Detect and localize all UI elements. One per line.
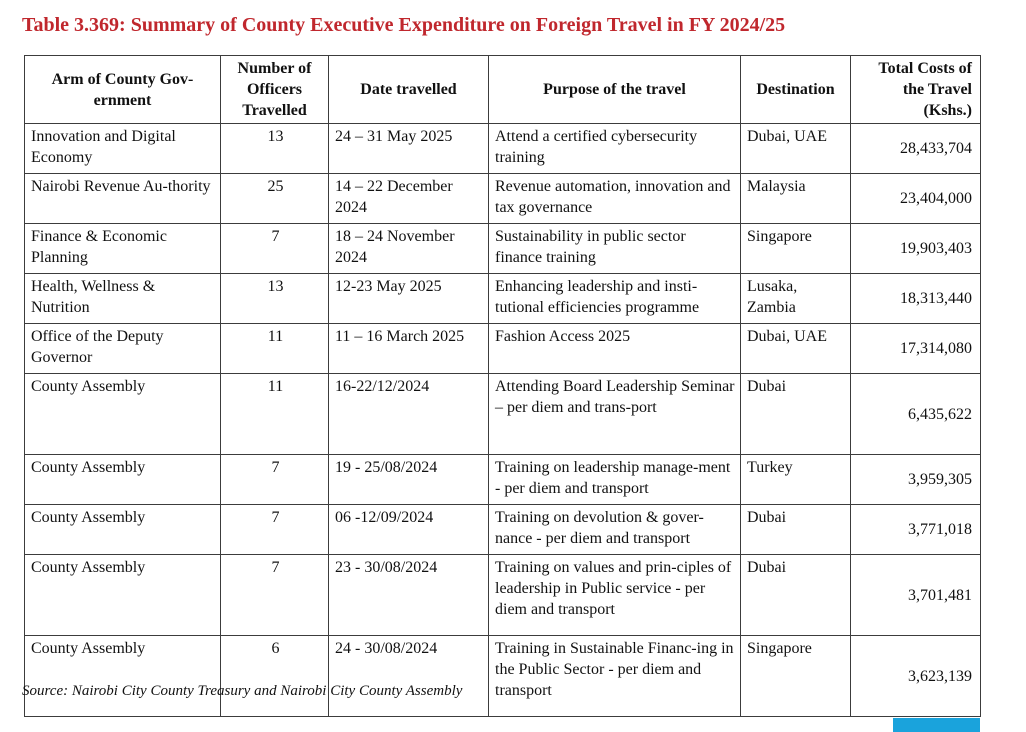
cell-officers: 13 [221, 124, 329, 174]
cell-purpose: Revenue automation, innovation and tax governance [489, 174, 741, 224]
cell-arm: County Assembly [25, 455, 221, 505]
cell-arm: County Assembly [25, 505, 221, 555]
cell-destination: Singapore [741, 224, 851, 274]
page-tab-decoration [893, 718, 980, 732]
cell-officers: 7 [221, 455, 329, 505]
cell-arm: Innovation and Digital Economy [25, 124, 221, 174]
cell-date: 06 -12/09/2024 [329, 505, 489, 555]
table-row [25, 636, 981, 717]
cell-cost: 3,959,305 [851, 455, 981, 505]
header-date: Date travelled [329, 56, 489, 124]
cell-date: 18 – 24 November 2024 [329, 224, 489, 274]
cell-date: 24 – 31 May 2025 [329, 124, 489, 174]
cell-purpose: Attending Board Leadership Seminar – per diem and trans-port [489, 374, 741, 455]
table-row [25, 505, 981, 555]
table-row [25, 374, 981, 455]
table-header-row [25, 56, 981, 124]
cell-destination: Dubai [741, 374, 851, 455]
cell-destination: Turkey [741, 455, 851, 505]
cell-date: 11 – 16 March 2025 [329, 324, 489, 374]
cell-purpose: Training on leadership manage-ment - per diem and transport [489, 455, 741, 505]
cell-date: 14 – 22 December 2024 [329, 174, 489, 224]
header-destination: Destination [741, 56, 851, 124]
cell-date: 19 - 25/08/2024 [329, 455, 489, 505]
cell-date: 12-23 May 2025 [329, 274, 489, 324]
cell-cost: 3,623,139 [851, 636, 981, 717]
header-officers: Number of Officers Travelled [221, 56, 329, 124]
table-title: Table 3.369: Summary of County Executive Expenditure on Foreign Travel in FY 2024/25 [22, 14, 786, 36]
cell-destination: Dubai, UAE [741, 124, 851, 174]
cell-arm: County Assembly [25, 555, 221, 636]
cell-arm: Finance & Economic Planning [25, 224, 221, 274]
cell-destination: Lusaka, Zambia [741, 274, 851, 324]
cell-cost: 28,433,704 [851, 124, 981, 174]
cell-destination: Singapore [741, 636, 851, 717]
table-row [25, 124, 981, 174]
cell-officers: 7 [221, 505, 329, 555]
cell-arm: Office of the Deputy Governor [25, 324, 221, 374]
cell-cost: 17,314,080 [851, 324, 981, 374]
source-note: Source: Nairobi City County Treasury and Nairobi City County Assembly [22, 683, 463, 699]
cell-cost: 6,435,622 [851, 374, 981, 455]
table-row [25, 224, 981, 274]
cell-officers: 6 [221, 636, 329, 717]
cell-purpose: Sustainability in public sector finance training [489, 224, 741, 274]
cell-destination: Dubai, UAE [741, 324, 851, 374]
cell-purpose: Training in Sustainable Financ-ing in the Public Sector - per diem and transport [489, 636, 741, 717]
cell-officers: 7 [221, 224, 329, 274]
table-row [25, 455, 981, 505]
cell-officers: 7 [221, 555, 329, 636]
header-purpose: Purpose of the travel [489, 56, 741, 124]
cell-destination: Malaysia [741, 174, 851, 224]
header-cost: Total Costs of the Travel (Kshs.) [851, 56, 981, 124]
cell-officers: 11 [221, 374, 329, 455]
cell-officers: 11 [221, 324, 329, 374]
cell-arm: Nairobi Revenue Au-thority [25, 174, 221, 224]
cell-date: 24 - 30/08/2024 [329, 636, 489, 717]
cell-destination: Dubai [741, 505, 851, 555]
table-row [25, 555, 981, 636]
cell-officers: 13 [221, 274, 329, 324]
cell-cost: 19,903,403 [851, 224, 981, 274]
table-row [25, 274, 981, 324]
cell-arm: County Assembly [25, 374, 221, 455]
expenditure-table [24, 55, 981, 717]
cell-cost: 3,771,018 [851, 505, 981, 555]
cell-cost: 18,313,440 [851, 274, 981, 324]
table-row [25, 324, 981, 374]
cell-officers: 25 [221, 174, 329, 224]
cell-purpose: Training on values and prin-ciples of leadership in Public service - per diem and transport [489, 555, 741, 636]
cell-cost: 3,701,481 [851, 555, 981, 636]
cell-purpose: Attend a certified cybersecurity training [489, 124, 741, 174]
cell-destination: Dubai [741, 555, 851, 636]
cell-purpose: Fashion Access 2025 [489, 324, 741, 374]
cell-date: 23 - 30/08/2024 [329, 555, 489, 636]
table-row [25, 174, 981, 224]
cell-cost: 23,404,000 [851, 174, 981, 224]
header-arm: Arm of County Gov-ernment [25, 56, 221, 124]
cell-purpose: Enhancing leadership and insti-tutional efficiencies programme [489, 274, 741, 324]
cell-date: 16-22/12/2024 [329, 374, 489, 455]
cell-arm: County Assembly [25, 636, 221, 717]
cell-purpose: Training on devolution & gover-nance - per diem and transport [489, 505, 741, 555]
cell-arm: Health, Wellness & Nutrition [25, 274, 221, 324]
